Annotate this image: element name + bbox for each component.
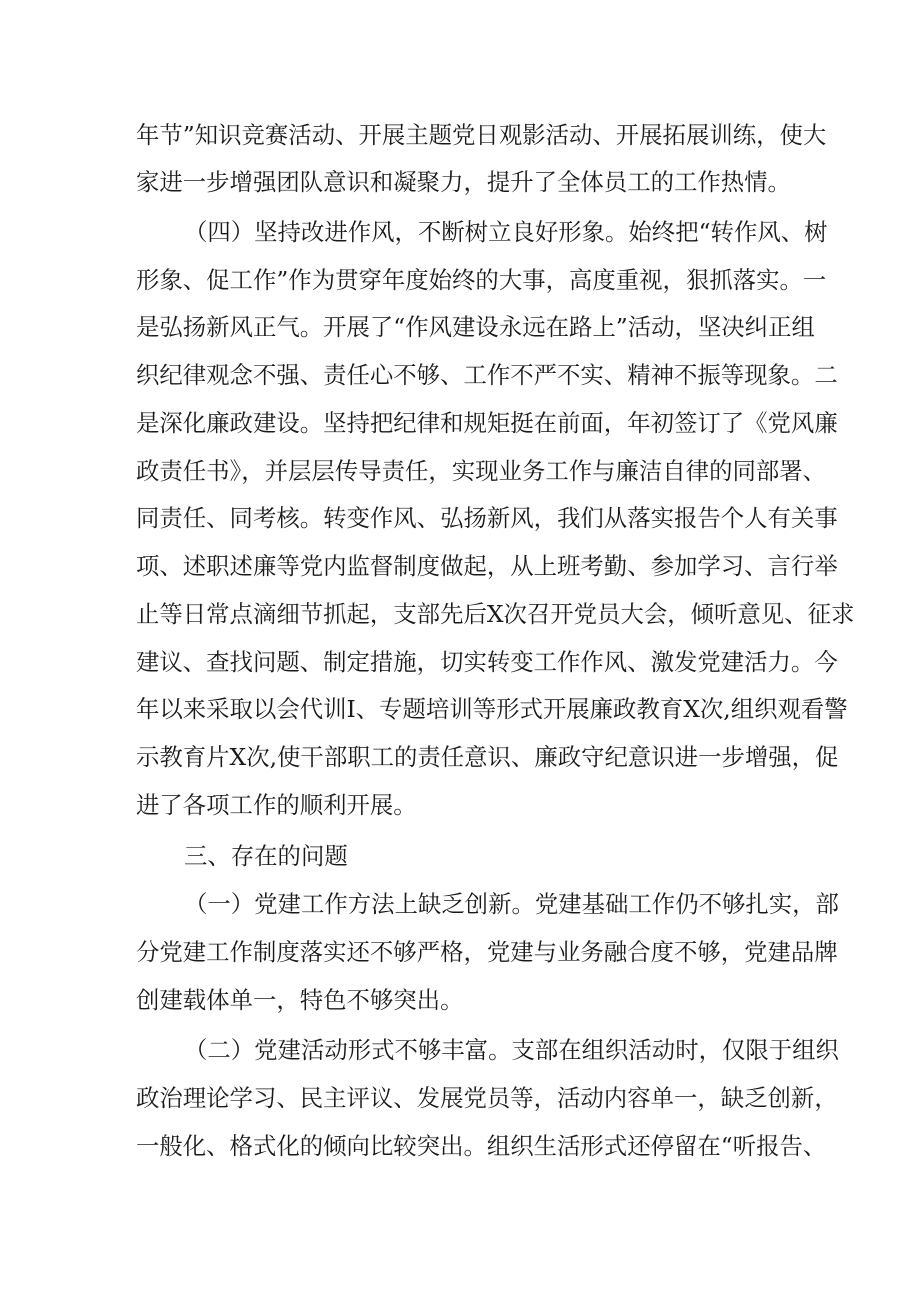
paragraph-line: （四）坚持改进作风，不断树立良好形象。始终把“转作风、树	[184, 218, 828, 246]
paragraph-line: （一）党建工作方法上缺乏创新。党建基础工作仍不够扎实，部	[184, 890, 839, 918]
paragraph-line: 止等日常点滴细节抓起，支部先后X次召开党员大会，倾听意见、征求	[136, 600, 855, 628]
paragraph-line: 示教育片X次,使干部职工的责任意识、廉政守纪意识进一步增强，促	[136, 743, 839, 771]
paragraph-line: 年节”知识竞赛活动、开展主题党日观影活动、开展拓展训练，使大	[136, 121, 827, 149]
paragraph-line: 年以来采取以会代训I、专题培训等形式开展廉政教育X次,组织观看警	[136, 695, 848, 723]
paragraph-line: 分党建工作制度落实还不够严格，党建与业务融合度不够，党建品牌	[136, 938, 838, 966]
paragraph-line: 织纪律观念不强、责任心不够、工作不严不实、精神不振等现象。二	[136, 361, 838, 389]
paragraph-line: 家进一步增强团队意识和凝聚力，提升了全体员工的工作热情。	[136, 168, 791, 196]
paragraph-line: 政治理论学习、民主评议、发展党员等，活动内容单一，缺乏创新，	[136, 1084, 838, 1112]
paragraph-line: 项、述职述廉等党内监督制度做起，从上班考勤、参加学习、言行举	[136, 552, 838, 580]
paragraph-line: 是深化廉政建设。坚持把纪律和规矩挺在前面，年初签订了《党风廉	[136, 409, 838, 437]
section-heading: 三、存在的问题	[184, 842, 348, 870]
paragraph-line: 同责任、同考核。转变作风、弘扬新风，我们从落实报告个人有关事	[136, 504, 838, 532]
paragraph-line: 进了各项工作的顺利开展。	[136, 791, 417, 819]
paragraph-line: 是弘扬新风正气。开展了“作风建设永远在路上”活动，坚决纠正组	[136, 313, 815, 341]
paragraph-line: 创建载体单一，特色不够突出。	[136, 986, 464, 1014]
paragraph-line: 建议、查找问题、制定措施，切实转变工作作风、激发党建活力。今	[136, 648, 838, 676]
paragraph-line: （二）党建活动形式不够丰富。支部在组织活动时，仅限于组织	[184, 1036, 839, 1064]
paragraph-line: 一般化、格式化的倾向比较突出。组织生活形式还停留在“听报告、	[136, 1132, 827, 1160]
paragraph-line: 形象、促工作”作为贯穿年度始终的大事，高度重视，狠抓落实。一	[136, 266, 827, 294]
paragraph-line: 政责任书》，并层层传导责任，实现业务工作与廉洁自律的同部署、	[136, 457, 827, 485]
